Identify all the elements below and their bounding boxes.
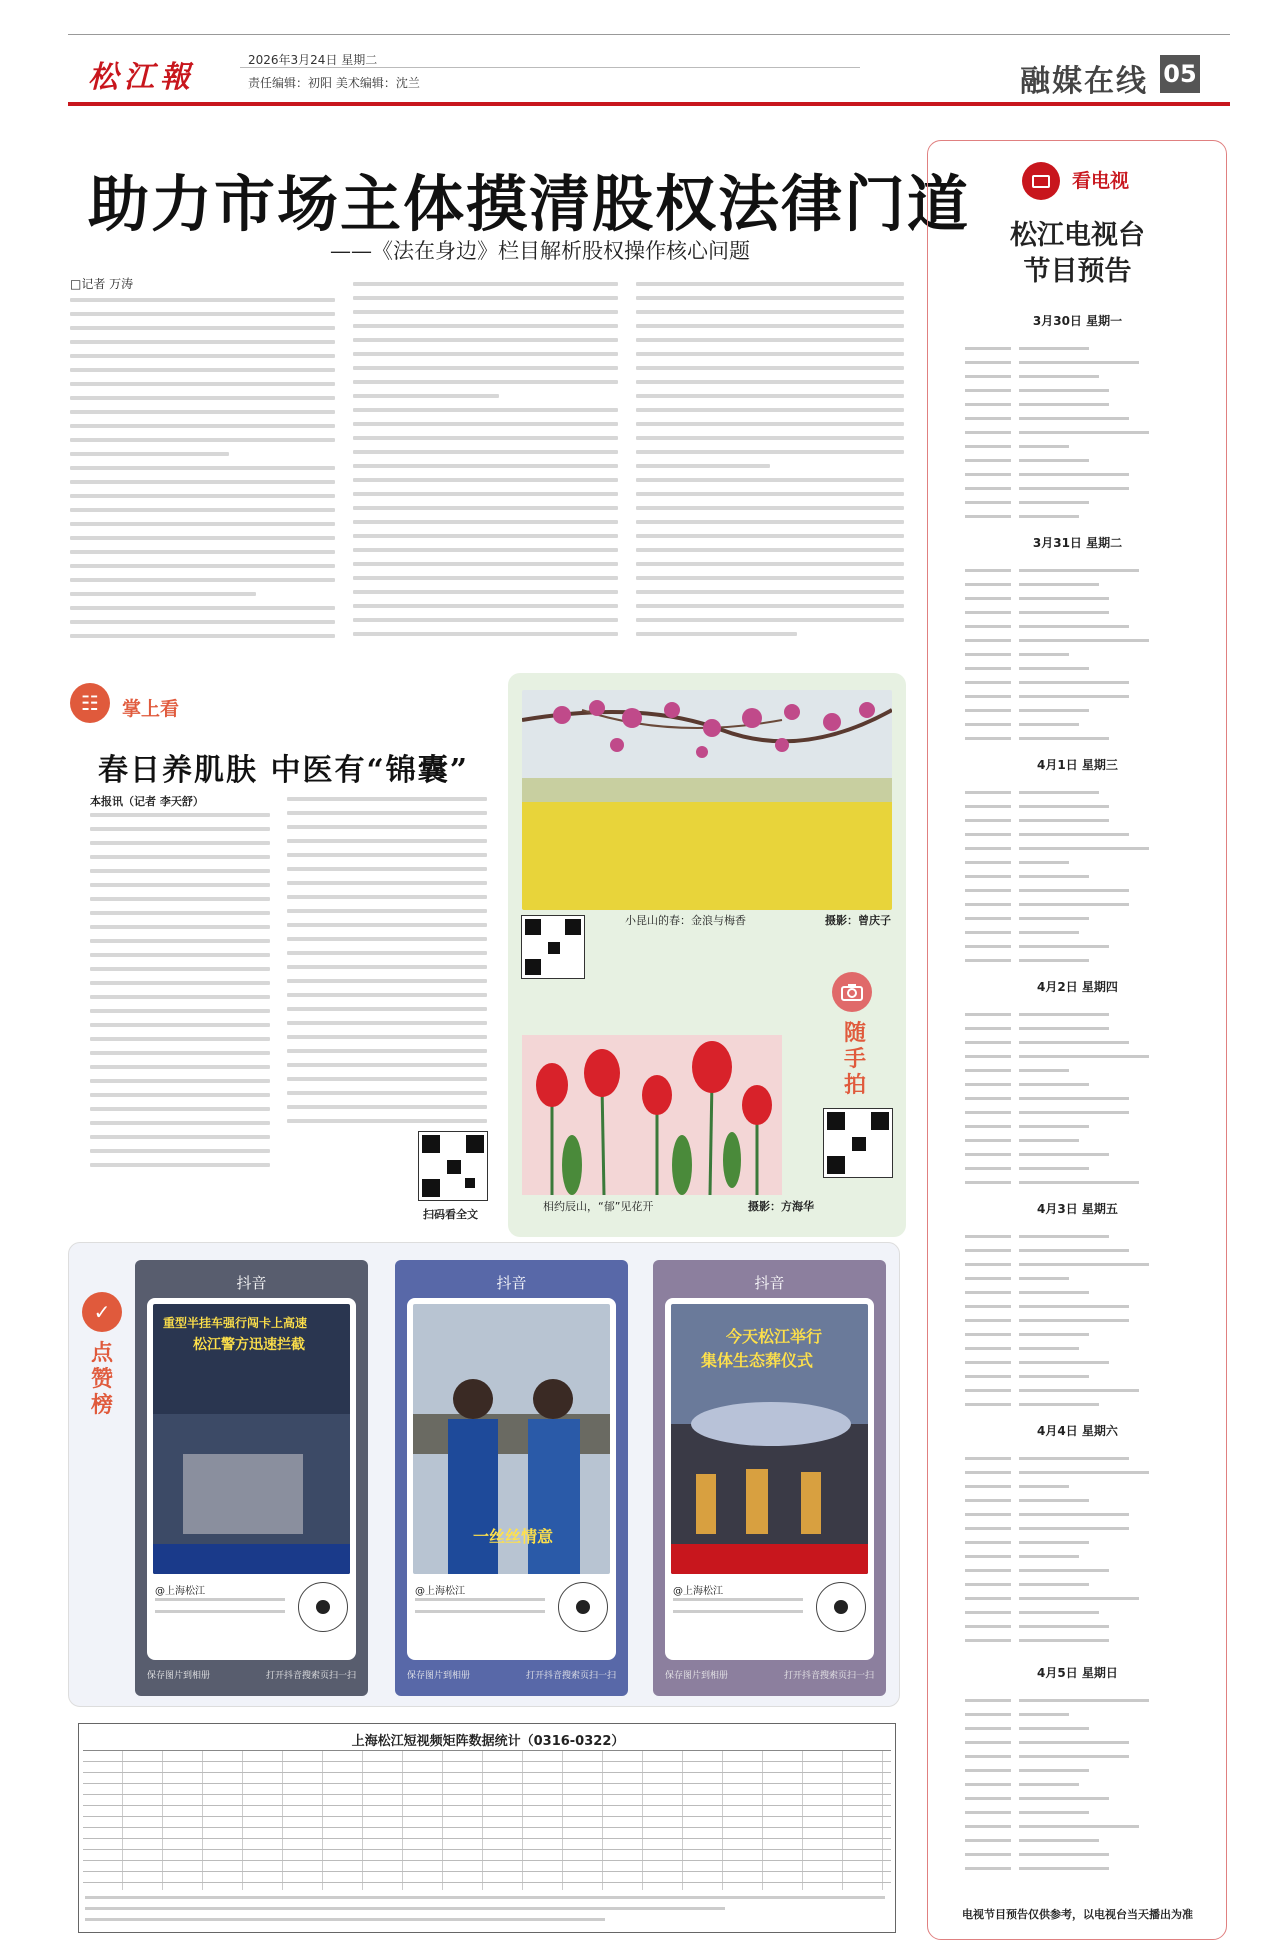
- tv-program-row: [965, 898, 1129, 911]
- tv-program-row: [965, 384, 1109, 397]
- douyin-logo: 抖音: [236, 1274, 267, 1292]
- photo2-credit: 摄影：方海华: [748, 1200, 814, 1213]
- tv-day-heading: 4月4日 星期六: [1037, 1424, 1118, 1438]
- tv-program-row: [965, 1536, 1089, 1549]
- tv-program-row: [965, 828, 1129, 841]
- open-douyin-button[interactable]: 打开抖音搜索页扫一扫: [783, 1671, 874, 1681]
- photo1-credit: 摄影：曾庆子: [825, 914, 891, 927]
- tv-program-row: [965, 1244, 1129, 1257]
- douyin-qr-code[interactable]: [298, 1582, 348, 1632]
- issue-date: 2026年3月24日 星期二: [248, 53, 378, 67]
- tv-title-line-2: 节目预告: [1023, 256, 1132, 287]
- tv-program-row: [965, 1522, 1129, 1535]
- tv-program-row: [965, 1120, 1089, 1133]
- douyin-description: [155, 1598, 285, 1622]
- tv-program-row: [965, 1258, 1149, 1271]
- douyin-card-content: [665, 1298, 874, 1660]
- tv-program-row: [965, 606, 1109, 619]
- open-douyin-button[interactable]: 打开抖音搜索页扫一扫: [525, 1671, 616, 1681]
- tv-program-row: [965, 884, 1129, 897]
- tv-program-row: [965, 870, 1089, 883]
- save-image-button[interactable]: 保存图片到相册: [147, 1671, 211, 1681]
- tv-program-row: [965, 1342, 1079, 1355]
- tv-program-row: [965, 1564, 1109, 1577]
- tv-schedule-footer: 电视节目预告仅供参考，以电视台当天播出为准: [962, 1908, 1193, 1921]
- tv-program-row: [965, 842, 1149, 855]
- tv-program-row: [965, 1708, 1069, 1721]
- tv-program-row: [965, 468, 1129, 481]
- tv-program-row: [965, 800, 1109, 813]
- stats-table-notes: [85, 1896, 885, 1929]
- tv-program-row: [965, 1480, 1069, 1493]
- lead-byline: □记者 万涛: [70, 277, 134, 291]
- douyin-card-footer: [665, 1668, 874, 1681]
- tv-program-row: [965, 1722, 1089, 1735]
- tv-program-row: [965, 1148, 1109, 1161]
- douyin-description: [415, 1598, 545, 1622]
- tv-program-row: [965, 1550, 1079, 1563]
- douyin-overlay-title: 重型半挂车强行闯卡上高速: [163, 1316, 308, 1330]
- tulip-photo: [522, 1035, 782, 1195]
- douyin-card-2[interactable]: [395, 1260, 628, 1696]
- health-article-title: 春日养肌肤 中医有“锦囊”: [98, 753, 469, 788]
- tv-program-row: [965, 454, 1089, 467]
- tv-program-row: [965, 718, 1079, 731]
- douyin-qr-code[interactable]: [816, 1582, 866, 1632]
- tv-program-row: [965, 954, 1089, 967]
- tv-program-row: [965, 1494, 1089, 1507]
- tv-program-row: [965, 564, 1139, 577]
- douyin-overlay-subtitle: 松江警方迅速拦截: [193, 1337, 305, 1353]
- tv-program-row: [965, 1008, 1109, 1021]
- douyin-thumbnail: [671, 1304, 868, 1574]
- section-title: 融媒在线: [1020, 64, 1148, 99]
- tv-title-line-1: 松江电视台: [1010, 220, 1145, 251]
- douyin-account: @上海松江: [415, 1586, 465, 1597]
- masthead-logo: 松江報: [88, 60, 196, 95]
- tv-program-row: [965, 1300, 1129, 1313]
- tv-program-row: [965, 412, 1129, 425]
- tv-program-row: [965, 1634, 1109, 1647]
- tv-program-row: [965, 1792, 1109, 1805]
- tv-program-row: [965, 370, 1099, 383]
- tv-day-heading: 4月1日 星期三: [1037, 758, 1118, 772]
- header-divider: [240, 67, 860, 68]
- health-body-column-1: [90, 813, 270, 1177]
- douyin-thumbnail: [413, 1304, 610, 1574]
- tv-program-row: [965, 1106, 1129, 1119]
- tv-program-row: [965, 1736, 1129, 1749]
- tv-program-row: [965, 926, 1079, 939]
- tv-program-row: [965, 676, 1129, 689]
- tv-program-row: [965, 1022, 1109, 1035]
- lead-subheadline: ——《法在身边》栏目解析股权操作核心问题: [330, 239, 750, 263]
- douyin-card-content: [147, 1298, 356, 1660]
- tv-program-row: [965, 634, 1149, 647]
- photo2-caption: 相约辰山，“郁”见花开: [543, 1200, 654, 1213]
- tv-program-row: [965, 1036, 1129, 1049]
- dianzan-label: 点赞榜: [91, 1340, 114, 1418]
- douyin-overlay-subtitle: 集体生态葬仪式: [701, 1351, 814, 1370]
- camera-icon: [832, 972, 872, 1012]
- tv-program-row: [965, 510, 1079, 523]
- tv-program-row: [965, 648, 1069, 661]
- tv-program-row: [965, 1092, 1129, 1105]
- save-image-button[interactable]: 保存图片到相册: [407, 1671, 471, 1681]
- tv-program-row: [965, 398, 1109, 411]
- tv-day-heading: 3月30日 星期一: [1032, 314, 1123, 328]
- douyin-logo: 抖音: [496, 1274, 527, 1292]
- tv-program-row: [965, 1328, 1089, 1341]
- tv-program-row: [965, 1694, 1149, 1707]
- tv-program-row: [965, 1398, 1099, 1411]
- tv-program-row: [965, 1064, 1069, 1077]
- tv-schedule-title: [930, 218, 1225, 290]
- tv-program-row: [965, 440, 1069, 453]
- douyin-card-3[interactable]: [653, 1260, 886, 1696]
- tv-program-row: [965, 856, 1069, 869]
- tv-program-row: [965, 1862, 1109, 1875]
- tv-day-heading: 3月31日 星期二: [1032, 536, 1123, 550]
- douyin-qr-code[interactable]: [558, 1582, 608, 1632]
- tv-program-row: [965, 426, 1149, 439]
- tv-program-row: [965, 1820, 1139, 1833]
- tv-program-row: [965, 912, 1089, 925]
- tv-program-row: [965, 356, 1139, 369]
- tv-program-row: [965, 1370, 1089, 1383]
- douyin-overlay-subtitle: 一丝丝情意: [473, 1527, 554, 1546]
- photo1-caption: 小昆山的春：金浪与梅香: [625, 914, 746, 927]
- tv-program-row: [965, 1272, 1069, 1285]
- tv-program-row: [965, 1050, 1149, 1063]
- tv-program-row: [965, 704, 1089, 717]
- tv-program-row: [965, 814, 1109, 827]
- tv-program-row: [965, 732, 1109, 745]
- tv-program-row: [965, 1286, 1089, 1299]
- save-image-button[interactable]: 保存图片到相册: [665, 1671, 729, 1681]
- stats-table-grid: [83, 1750, 891, 1890]
- tv-program-row: [965, 1452, 1129, 1465]
- tv-label: 看电视: [1072, 170, 1130, 192]
- photo-qr-code-2[interactable]: [823, 1108, 893, 1178]
- header-bar: [68, 102, 1230, 106]
- tv-program-row: [965, 1078, 1089, 1091]
- thumbs-up-icon: ✓: [82, 1292, 122, 1332]
- tv-program-row: [965, 578, 1099, 591]
- lead-body-column-3: [636, 282, 904, 646]
- photo-qr-code-1[interactable]: [521, 915, 585, 979]
- health-qr-code[interactable]: [418, 1131, 488, 1201]
- tv-program-row: [965, 1778, 1079, 1791]
- tv-program-row: [965, 1806, 1089, 1819]
- tv-program-row: [965, 1384, 1139, 1397]
- tv-program-row: [965, 1606, 1099, 1619]
- phone-icon: ☷: [70, 683, 110, 723]
- douyin-description: [673, 1598, 803, 1622]
- top-rule: [68, 34, 1230, 35]
- douyin-card-footer: [147, 1668, 356, 1681]
- editor-credits: 责任编辑：初阳 美术编辑：沈兰: [248, 76, 420, 90]
- stats-table: [78, 1723, 896, 1933]
- tv-program-row: [965, 342, 1089, 355]
- health-article-byline: 本报讯（记者 李天舒）: [90, 795, 204, 808]
- douyin-account: @上海松江: [155, 1586, 205, 1597]
- tv-program-row: [965, 592, 1109, 605]
- health-body-column-2: [287, 797, 487, 1133]
- douyin-thumbnail: [153, 1304, 350, 1574]
- tv-program-row: [965, 1578, 1089, 1591]
- tv-day-heading: 4月3日 星期五: [1037, 1202, 1118, 1216]
- douyin-logo: 抖音: [754, 1274, 785, 1292]
- tv-program-row: [965, 1356, 1109, 1369]
- suishoupai-label: 随手拍: [844, 1020, 867, 1098]
- tv-program-row: [965, 1750, 1129, 1763]
- tv-program-row: [965, 690, 1129, 703]
- tv-program-row: [965, 1508, 1129, 1521]
- douyin-card-footer: [407, 1668, 616, 1681]
- tv-program-row: [965, 786, 1099, 799]
- tv-program-row: [965, 1764, 1089, 1777]
- tv-program-row: [965, 1314, 1129, 1327]
- tv-program-row: [965, 496, 1089, 509]
- lead-headline: 助力市场主体摸清股权法律门道: [88, 169, 971, 240]
- tv-program-row: [965, 620, 1129, 633]
- tv-program-row: [965, 1466, 1149, 1479]
- douyin-account: @上海松江: [673, 1586, 723, 1597]
- tv-icon: [1022, 162, 1060, 200]
- tv-program-row: [965, 1134, 1079, 1147]
- tv-program-row: [965, 482, 1129, 495]
- tv-program-row: [965, 1620, 1109, 1633]
- tv-day-heading: 4月5日 星期日: [1037, 1666, 1118, 1680]
- tv-day-heading: 4月2日 星期四: [1037, 980, 1118, 994]
- tv-program-row: [965, 1848, 1109, 1861]
- douyin-card-content: [407, 1298, 616, 1660]
- page-number: 05: [1160, 55, 1200, 93]
- lead-body-column-2: [353, 282, 618, 646]
- zhangshang-label: 掌上看: [122, 698, 180, 720]
- qr-caption: 扫码看全文: [423, 1208, 478, 1221]
- tv-program-row: [965, 1162, 1089, 1175]
- tv-program-row: [965, 1176, 1139, 1189]
- douyin-overlay-title: 今天松江举行: [726, 1327, 823, 1346]
- lead-body-column-1: [70, 298, 335, 648]
- tv-program-row: [965, 940, 1109, 953]
- douyin-card-1[interactable]: [135, 1260, 368, 1696]
- tv-program-row: [965, 1230, 1109, 1243]
- tv-program-row: [965, 1834, 1099, 1847]
- plum-blossom-photo: [522, 690, 892, 910]
- tv-program-row: [965, 1592, 1139, 1605]
- stats-table-title: 上海松江短视频矩阵数据统计（0316-0322）: [351, 1734, 625, 1749]
- tv-program-row: [965, 662, 1089, 675]
- open-douyin-button[interactable]: 打开抖音搜索页扫一扫: [265, 1671, 356, 1681]
